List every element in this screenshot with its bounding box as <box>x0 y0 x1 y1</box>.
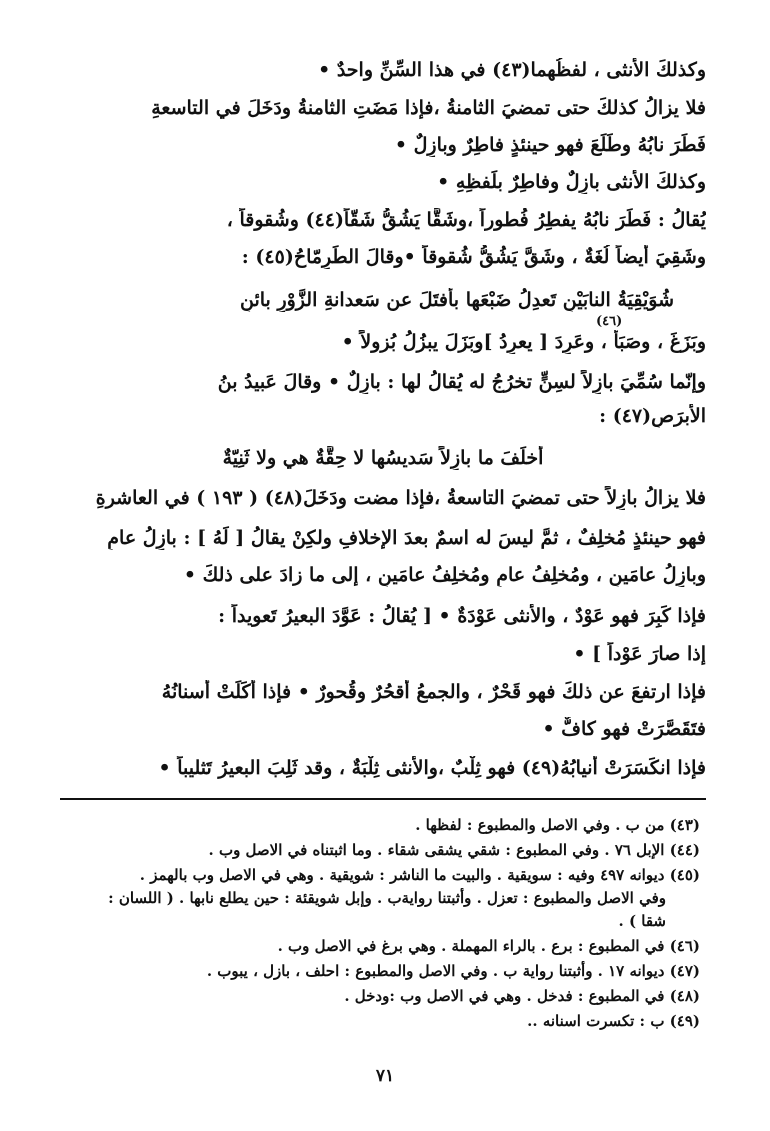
body-line-17: فإذا انكَسَرَتْ أَنيابُهُ(٤٩) فهو ثِلْبٌ ،والأُنثى ثِلْبَةٌ ، وقد ثَلِبَ البعيرُ تَثليباً • <box>158 757 706 779</box>
body-line-13: فإذا كَبِرَ فهو عَوْدٌ ، والأُنثى عَوْدَةٌ • [ يُقالُ : عَوَّدَ البعيرُ تَعويداً : <box>218 605 706 627</box>
margin-footnote-marker: (٤٦) <box>596 314 623 329</box>
body-line-8: وإنّما سُمِّيَ بازِلاً لسِنٍّ تخرُجُ له يُقالُ لها : بازِلٌ • وقالَ عَبيدُ بنُ <box>217 371 706 393</box>
footnote-45: (٤٥) ديوانه ٤٩٧ وفيه : سويقية . والبيت ما الناشر : شويقية . وهي في الاصل وب بالهمز . <box>139 866 700 884</box>
body-line-4: وكذلكَ الأُنثى بازِلٌ وفاطِرٌ بلَفظِهِ • <box>437 171 706 193</box>
footnote-45-cont-2: شقا ) . <box>618 912 666 930</box>
body-line-7: وبَزَغَ ، وصَبَأَ ، وعَرِدَ [ يعرِدُ ]وبَزَلَ يبزُلُ بُزولاً • <box>341 331 706 353</box>
footnote-divider <box>60 798 706 800</box>
verse-line-1: شُوَيْقِيَةُ النابَيْنِ تَعدِلُ ضَبْعَها بأَفتَلَ عن سَعدانةِ الزَّوْرِ بائنِ <box>240 289 674 311</box>
body-line-1: وكذلكَ الأُنثى ، لفظُهما(٤٣) في هذا السِّنِّ واحدٌ • <box>318 59 706 81</box>
footnote-43: (٤٣) من ب . وفي الاصل والمطبوع : لفظها . <box>415 816 700 834</box>
footnote-44: (٤٤) الإبل ٧٦ . وفي المطبوع : شقي يشقى شقاء . وما اثبتناه في الاصل وب . <box>208 841 700 859</box>
body-line-2: فلا يزالُ كذلكَ حتى تمضيَ الثامنةُ ،فإذا مَضَتِ الثامنةُ ودَخَلَ في التاسعةِ <box>151 97 706 119</box>
body-line-3: فَطَرَ نابُهُ وطَلَعَ فهو حينئذٍ فاطِرٌ وبازِلٌ • <box>394 134 706 156</box>
body-line-10: فلا يزالُ بازِلاً حتى تمضيَ التاسعةُ ،فإذا مضت ودَخَلَ(٤٨) ( ١٩٣ ) في العاشرةِ <box>95 487 706 509</box>
footnote-48: (٤٨) في المطبوع : فدخل . وهي في الاصل وب :ودخل . <box>344 987 700 1005</box>
body-line-16: فتَقَصَّرَتْ فهو كافٌّ • <box>542 718 706 740</box>
footnote-45-cont-1: وفي الاصل والمطبوع : تعزل . وأثبتنا روايةب . وإبل شويقئة : حين يطلع نابها . ( اللسان : <box>108 889 666 907</box>
body-line-12: وبازِلُ عامَينِ ، ومُخلِفُ عامٍ ومُخلِفُ عامَينِ ، إلى ما زادَ على ذلكَ • <box>183 564 706 586</box>
body-line-14: إذا صارَ عَوْداً ] • <box>573 643 706 665</box>
body-line-9: الأَبرَصِ(٤٧) : <box>599 405 706 427</box>
body-line-5: يُقالُ : فَطَرَ نابُهُ يفطِرُ فُطوراً ،وشَقَّا يَشُقُّ شَقّاً(٤٤) وشُقوقاً ، <box>226 209 706 231</box>
body-line-15: فإذا ارتفعَ عن ذلكَ فهو قَحْرٌ ، والجمعُ أَقحُرٌ وقُحورٌ • فإذا أَكَلَتْ أَسنانُهُ <box>161 681 706 703</box>
footnote-46: (٤٦) في المطبوع : برع . بالراء المهملة . وهي برغ في الاصل وب . <box>277 937 700 955</box>
verse-line-2: أَخلَفَ ما بازِلاً سَديسُها لا حِقَّةٌ هي ولا ثَنِيّةٌ <box>222 447 544 469</box>
footnote-49: (٤٩) ب : تكسرت اسنانه .. <box>527 1012 700 1030</box>
footnote-47: (٤٧) ديوانه ١٧ . وأثبتنا رواية ب . وفي الاصل والمطبوع : احلف ، بازل ، يبوب . <box>206 962 700 980</box>
page-number: ٧١ <box>375 1066 395 1086</box>
body-line-11: فهو حينئذٍ مُخلِفٌ ، ثمَّ ليسَ له اسمٌ بعدَ الإخلافِ ولكِنْ يقالُ [ لَهُ ] : بازِلُ عامٍ <box>107 527 706 549</box>
body-line-6: وشَقِيَ أيضاً لُغَةٌ ، وشَقَّ يَشُقُّ شُقوقاً •وقالَ الطِّرِمّاحُ(٤٥) : <box>241 246 706 268</box>
